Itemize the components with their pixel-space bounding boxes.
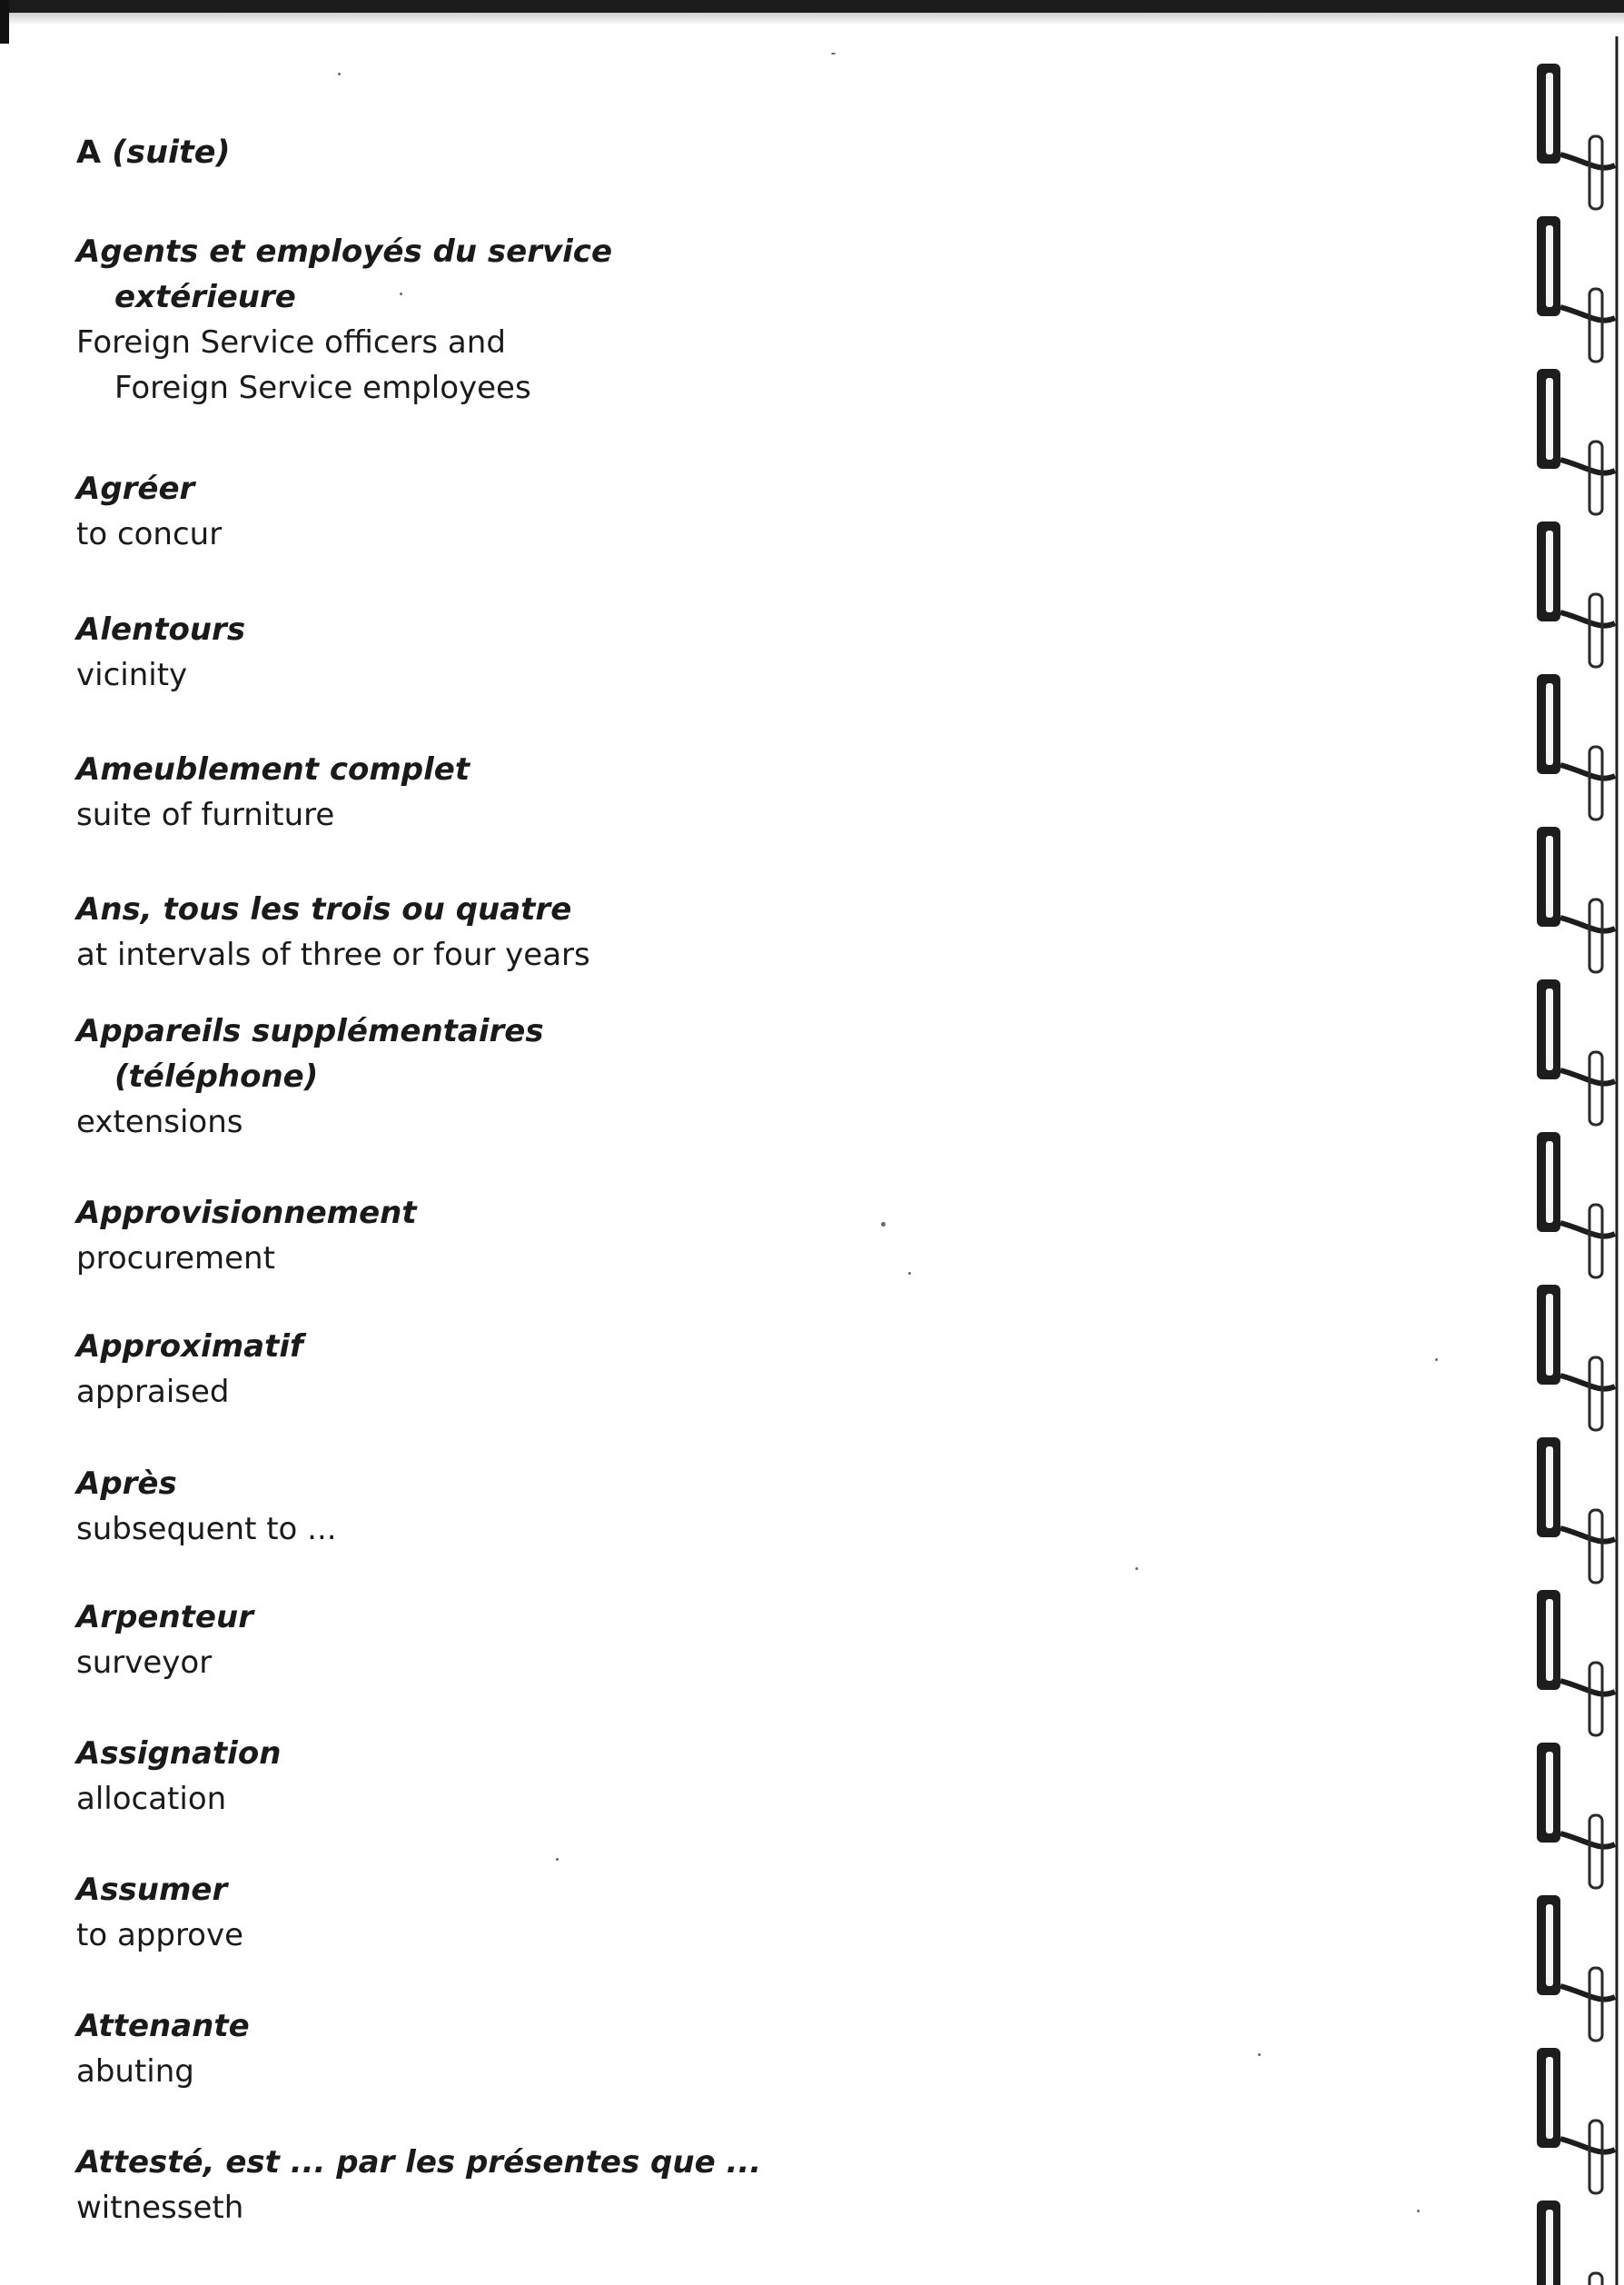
english-translation: Foreign Service officers and [76,324,506,361]
glossary-entry [76,1461,337,1552]
binding-ring [1537,522,1615,667]
english-translation: procurement [76,1240,275,1277]
glossary-entry [76,607,245,698]
french-term: Approximatif [76,1328,303,1365]
english-translation: allocation [76,1781,227,1817]
french-term: Ameublement complet [76,751,470,788]
french-term: Alentours [76,611,246,648]
glossary-entry [76,1190,417,1281]
english-translation: at intervals of three or four years [76,937,590,973]
spiral-binding [1524,36,1624,2285]
french-term: Appareils supplémentaires [76,1013,544,1049]
section-letter: A [76,134,102,171]
glossary-entry [76,2003,250,2094]
binding-ring [1537,64,1615,209]
english-translation: extensions [76,1104,243,1140]
french-term: Assumer [76,1872,228,1908]
english-translation: witnesseth [76,2190,244,2226]
english-translation: surveyor [76,1644,213,1681]
glossary-entry [76,229,612,411]
binding-ring [1537,216,1615,362]
scan-speck [556,1858,559,1861]
glossary-entry [76,1731,281,1822]
page-corner-mark [0,0,9,44]
glossary-entry [76,887,590,978]
english-translation: abuting [76,2053,194,2090]
french-term: Arpenteur [76,1599,253,1635]
section-heading [76,129,231,176]
english-translation: vicinity [76,657,188,693]
french-term: Assignation [76,1735,282,1772]
glossary-entry [76,1867,243,1958]
scan-speck [1258,2053,1261,2056]
french-term-continuation: extérieure [114,279,296,315]
binding-ring [1537,1132,1615,1277]
glossary-entry [76,1324,303,1415]
french-term: Approvisionnement [76,1195,417,1231]
scan-speck [1135,1567,1138,1570]
binding-ring [1537,2048,1615,2193]
binding-ring [1537,1895,1615,2041]
english-translation-continuation: Foreign Service employees [114,370,531,406]
glossary-entry [76,1008,544,1145]
binding-ring [1537,1590,1615,1735]
binding-ring [1537,2201,1615,2285]
page-top-shadow [0,13,1624,25]
binding-ring [1537,369,1615,514]
french-term: Agents et employés du service [76,233,613,270]
glossary-entry [76,1595,253,1685]
french-term-continuation: (téléphone) [114,1058,319,1095]
english-translation: appraised [76,1374,230,1410]
french-term: Ans, tous les trois ou quatre [76,891,572,928]
scan-speck [908,1272,911,1275]
binding-ring [1537,1437,1615,1583]
english-translation: subsequent to ... [76,1511,337,1547]
scan-speck [831,53,836,55]
english-translation: suite of furniture [76,797,335,833]
scan-speck [400,293,402,295]
french-term: Attenante [76,2008,250,2044]
section-suffix: (suite) [112,134,231,171]
french-term: Après [76,1465,177,1502]
scan-speck [1417,2210,1420,2212]
glossary-entry [76,466,222,557]
binding-ring [1537,979,1615,1125]
scan-speck [1435,1358,1438,1361]
english-translation: to concur [76,516,223,552]
scan-speck [338,73,341,75]
binding-ring [1537,1285,1615,1430]
page-top-edge [0,0,1624,13]
glossary-entry [76,747,470,838]
binding-ring [1537,827,1615,972]
binding-ring [1537,1743,1615,1888]
french-term: Agréer [76,471,195,507]
binding-ring [1537,674,1615,820]
scan-speck [881,1222,886,1227]
french-term: Attesté, est ... par les présentes que ... [76,2144,762,2181]
english-translation: to approve [76,1917,244,1953]
glossary-entry [76,2140,761,2230]
